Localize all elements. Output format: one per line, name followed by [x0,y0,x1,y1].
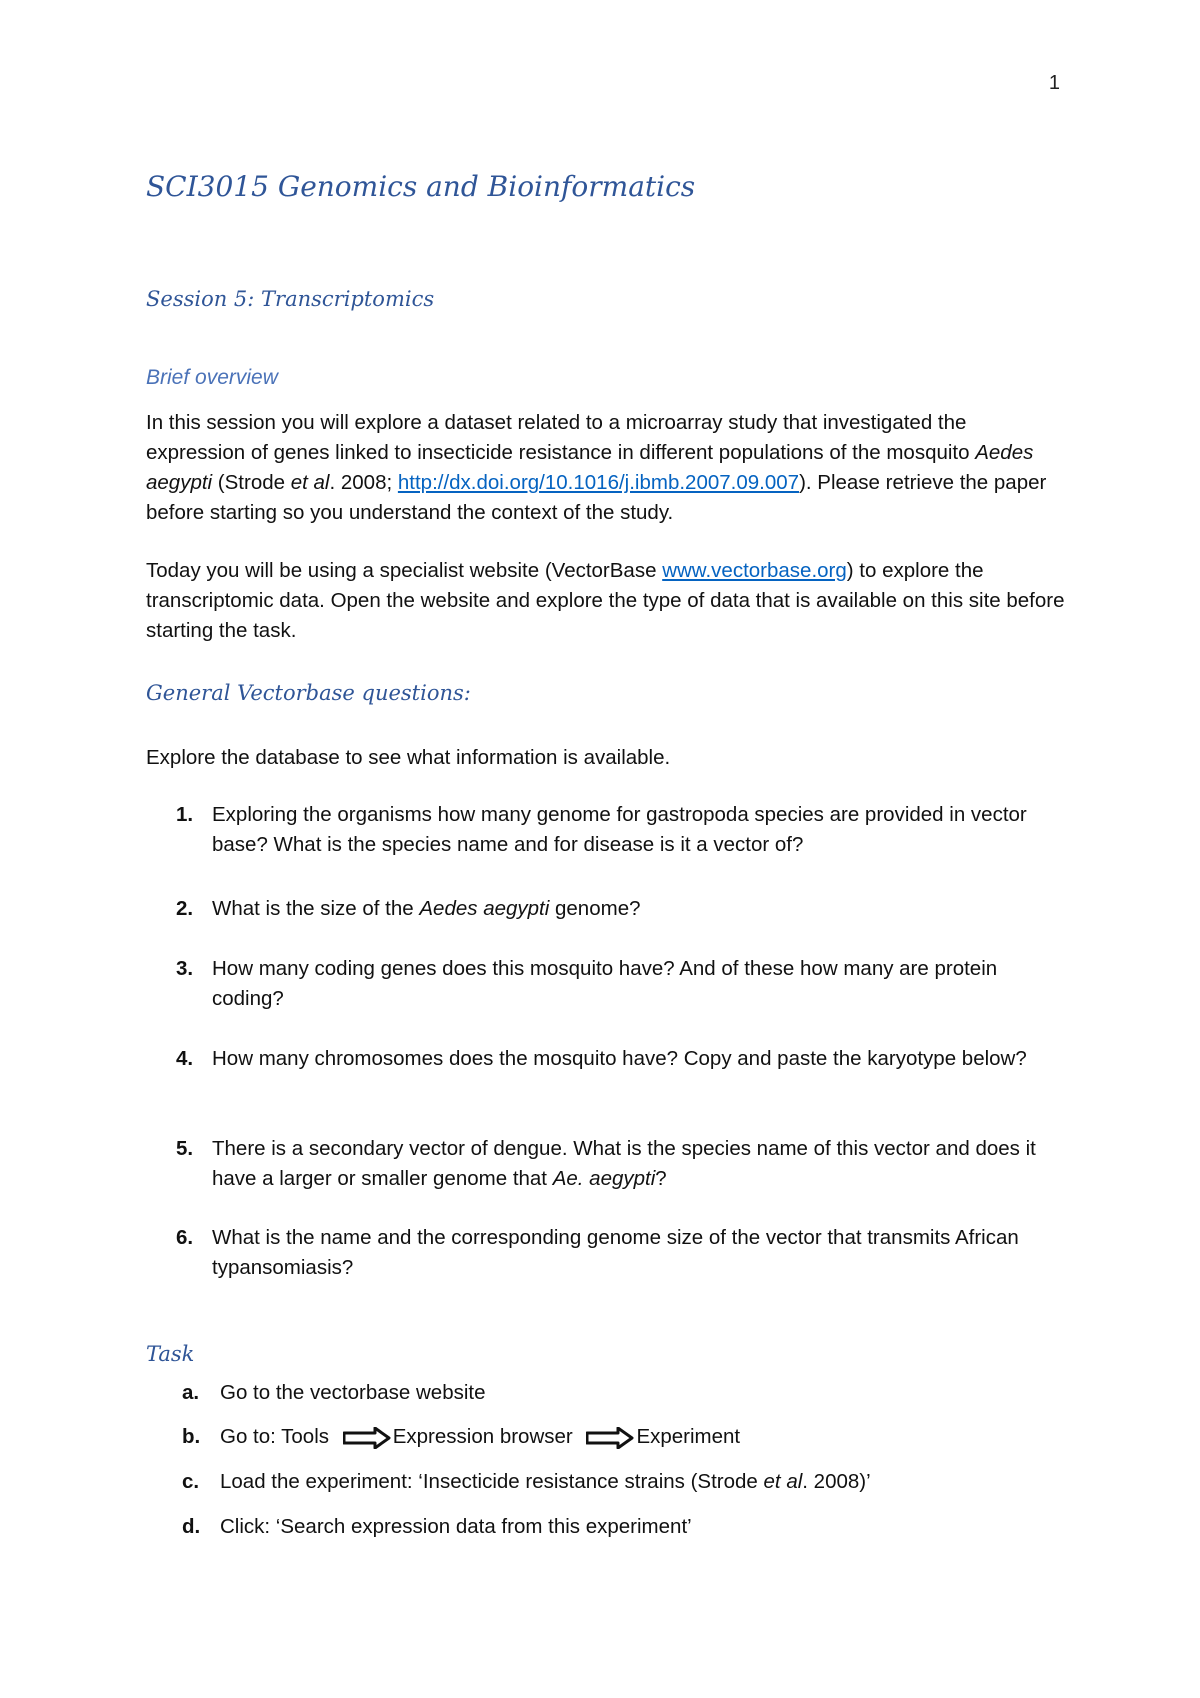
general-intro: Explore the database to see what information is available. [146,746,671,769]
task-text: Go to the vectorbase website [220,1381,486,1404]
task-text [220,1467,1080,1497]
document-title: SCI3015 Genomics and Bioinformatics [146,170,696,203]
question-text [212,954,1072,1014]
question-number: 2. [176,897,194,920]
task-letter: a. [182,1381,200,1404]
doi-link[interactable]: http://dx.doi.org/10.1016/j.ibmb.2007.09.007 [397,471,800,494]
question-text-part: What is the size of the [212,897,420,920]
question-number: 3. [176,957,194,980]
task-letter: d. [182,1515,201,1538]
question-number: 5. [176,1137,194,1160]
page-number: 1 [1048,72,1060,94]
question-text-part: genome? [549,897,641,920]
species-name: Aedes aegypti [419,897,550,920]
general-questions-heading: General Vectorbase questions: [146,681,471,705]
task-text-part: Load the experiment: ‘Insecticide resistance strains (Strode [220,1470,764,1493]
overview-text: (Strode [212,471,291,494]
brief-overview-heading: Brief overview [146,366,278,389]
vectorbase-link[interactable]: www.vectorbase.org [662,559,847,582]
right-arrow-icon [343,1427,391,1449]
task-text-part: Go to: Tools [220,1425,335,1448]
task-heading: Task [146,1342,195,1366]
overview-paragraph-2 [146,556,1066,646]
task-letter: c. [182,1470,200,1493]
question-number: 6. [176,1226,194,1249]
question-text-part: There is a secondary vector of dengue. What is the species name of this vector and does it have a larger or smaller genome that [212,1137,1036,1190]
question-number: 1. [176,803,194,826]
task-text [220,1422,1080,1452]
et-al: et al [763,1470,803,1493]
overview-text: In this session you will explore a dataset related to a microarray study that investigated the expression of genes linked to insecticide resistance in different populations of the mosquito [146,411,976,464]
question-text [212,1223,1072,1283]
overview-text: . 2008; [329,471,398,494]
task-letter: b. [182,1425,201,1448]
task-text: Click: ‘Search expression data from this experiment’ [220,1515,692,1538]
question-text-part: Exploring the organisms how many genome for gastropoda species are provided in vector base? What is the species name and for disease is it a vector of? [212,803,1027,856]
overview-text: Today you will be using a specialist website (VectorBase [146,559,663,582]
question-text-part: How many chromosomes does the mosquito have? Copy and paste the karyotype below? [212,1047,1027,1070]
species-name: Aedes aegypti [146,441,1034,494]
task-text-part: . 2008)’ [802,1470,871,1493]
overview-text: ). Please retrieve the paper before starting so you understand the context of the study. [146,471,1047,524]
task-text-part: Experiment [636,1425,741,1448]
question-text-part: What is the name and the corresponding genome size of the vector that transmits African typansomiasis? [212,1226,1019,1279]
question-text [212,1134,1072,1194]
task-text-part: Expression browser [392,1425,579,1448]
question-text [212,1044,1072,1074]
question-text [212,894,1072,924]
right-arrow-icon [586,1427,634,1449]
question-text-part: ? [655,1167,667,1190]
overview-text: ) to explore the transcriptomic data. Open the website and explore the type of data that is available on this site before starting the task. [146,559,1065,642]
question-text [212,800,1072,860]
question-number: 4. [176,1047,194,1070]
species-name: Ae. aegypti [552,1167,656,1190]
overview-paragraph-1 [146,408,1066,528]
question-text-part: How many coding genes does this mosquito have? And of these how many are protein coding? [212,957,998,1010]
et-al: et al [290,471,330,494]
session-heading: Session 5: Transcriptomics [146,287,435,311]
